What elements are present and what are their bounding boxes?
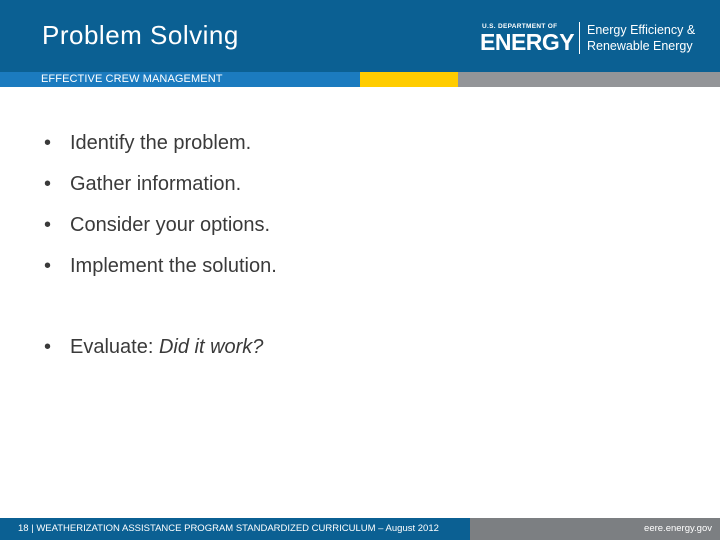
logo-office-line-2: Renewable Energy [587, 39, 693, 53]
bullet-dot-icon: • [44, 336, 52, 358]
bullet-dot-icon: • [44, 132, 52, 154]
doe-eere-logo [480, 20, 710, 56]
bullet-text: Implement the solution. [70, 255, 277, 277]
bullet-item [44, 173, 241, 196]
bullet-text: Identify the problem. [70, 132, 252, 154]
bullet-dot-icon: • [44, 255, 52, 277]
bullet-text: Gather information. [70, 173, 242, 195]
bullet-dot-icon: • [44, 173, 52, 195]
bullet-item [44, 255, 277, 278]
footer-website: eere.energy.gov [644, 523, 712, 534]
bullet-item [44, 132, 251, 155]
subtitle-band-yellow [360, 72, 458, 87]
slide-title: Problem Solving [42, 20, 239, 50]
bullet-item [44, 336, 263, 359]
bullet-emphasis: Did it work? [158, 336, 264, 358]
logo-office-line-1: Energy Efficiency & [587, 23, 696, 37]
bullet-text: Evaluate: [70, 336, 159, 358]
section-subtitle: EFFECTIVE CREW MANAGEMENT [41, 73, 223, 85]
logo-department-name: ENERGY [480, 29, 575, 55]
logo-divider [579, 22, 580, 54]
bullet-dot-icon: • [44, 214, 52, 236]
bullet-text: Consider your options. [70, 214, 271, 236]
logo-department-line: U.S. DEPARTMENT OF [482, 23, 558, 30]
slide-header [0, 0, 720, 72]
subtitle-band-gray [458, 72, 720, 87]
footer-page-info: 18 | WEATHERIZATION ASSISTANCE PROGRAM STANDARDIZED CURRICULUM – August 2012 [18, 523, 439, 534]
bullet-item [44, 214, 270, 237]
slide-footer [0, 518, 720, 540]
